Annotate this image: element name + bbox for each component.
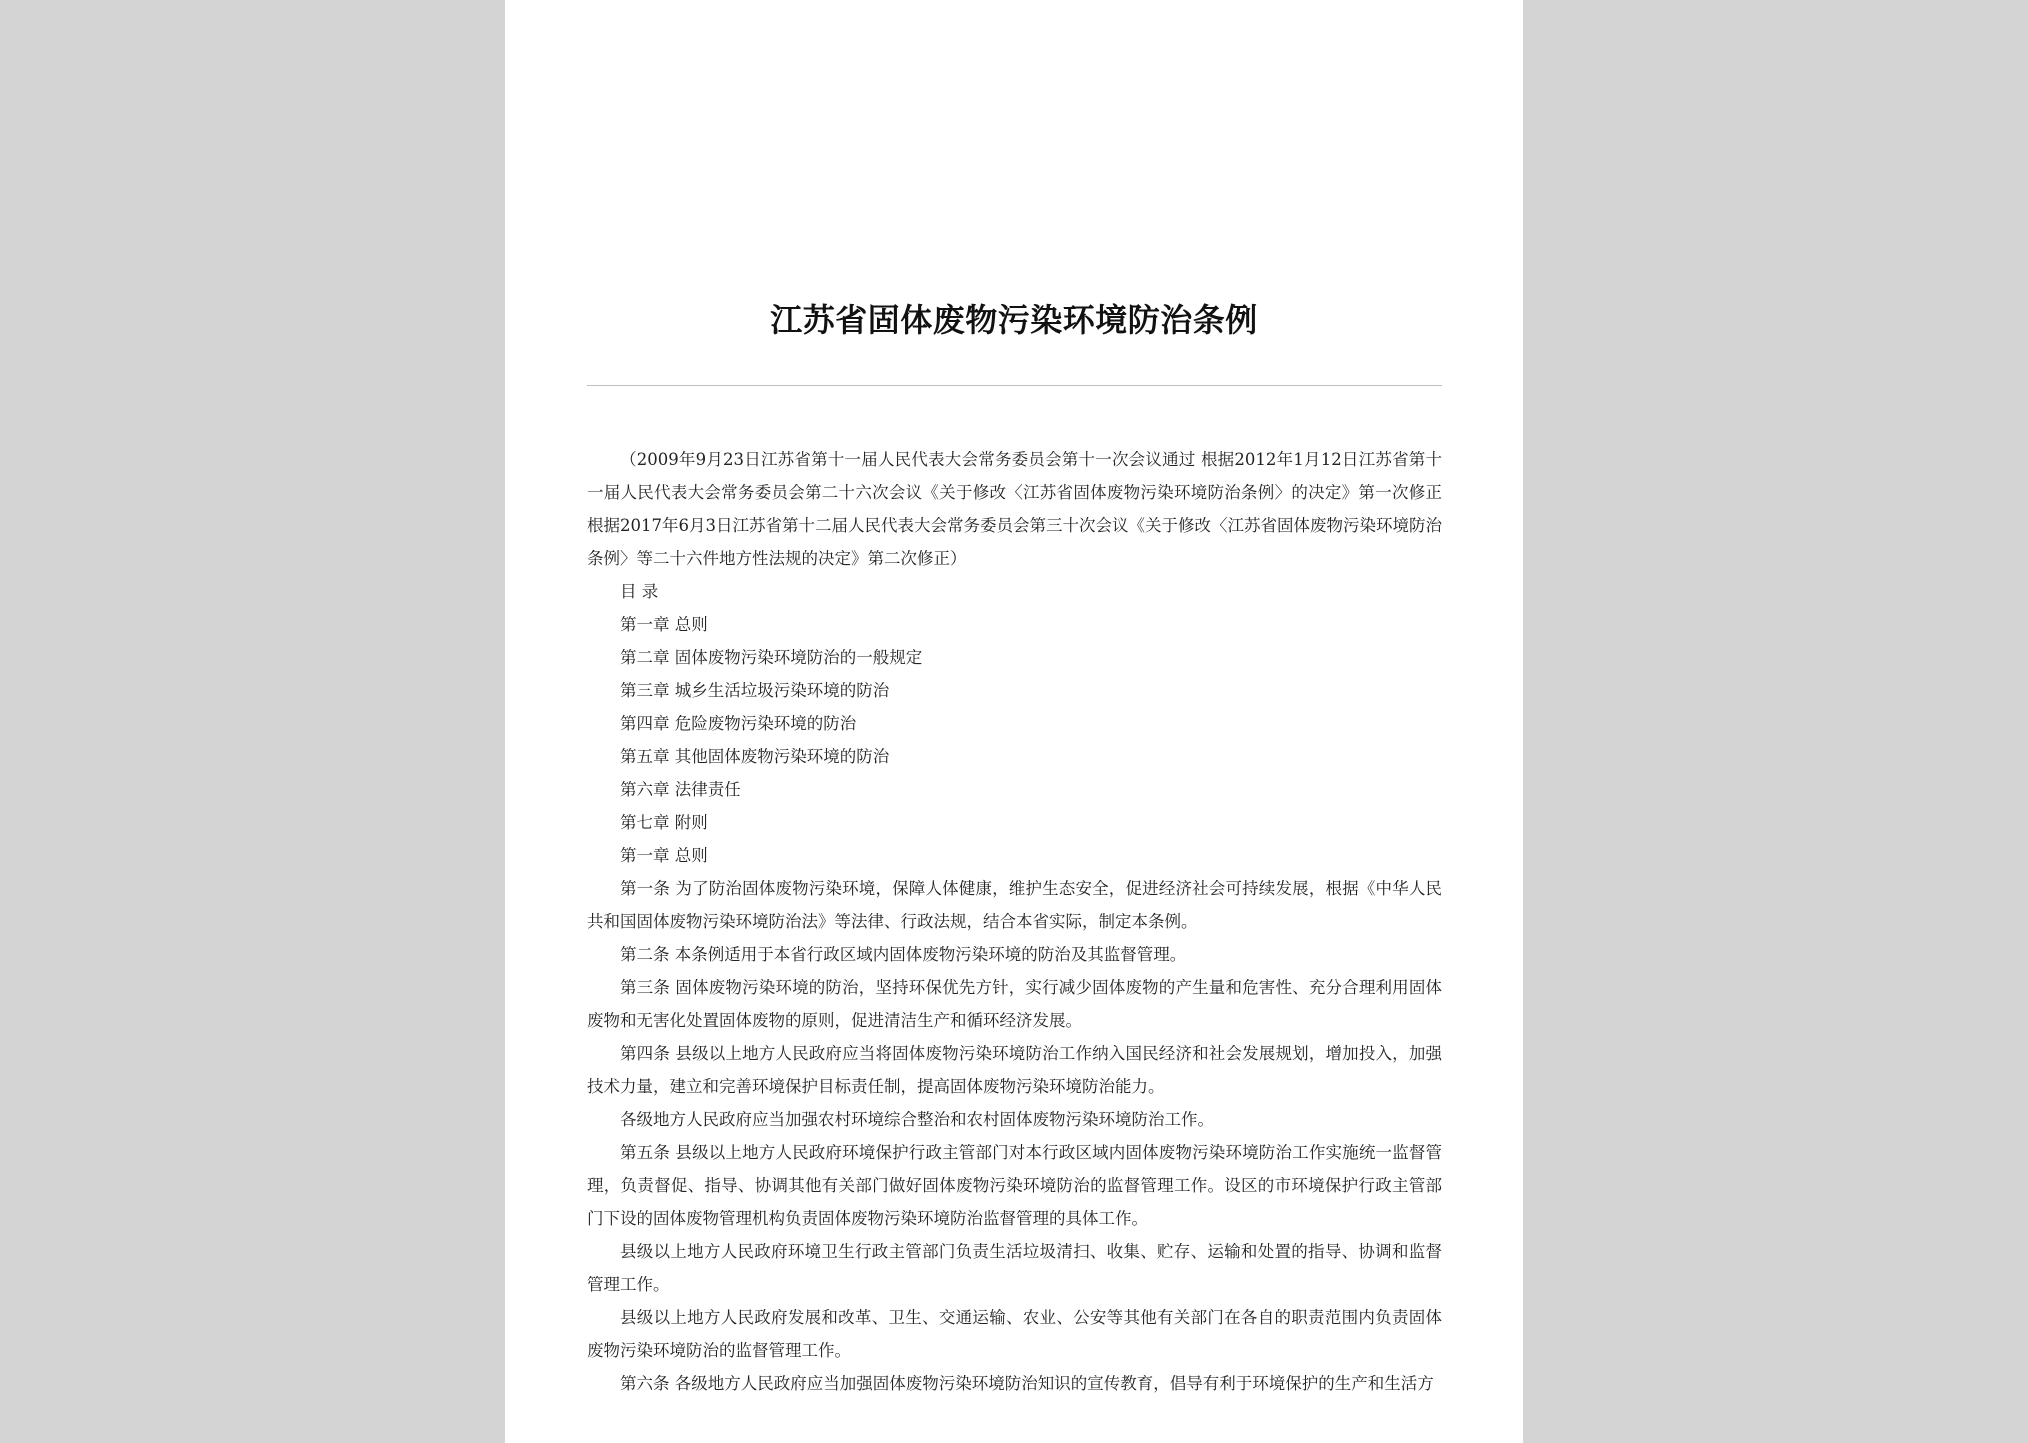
toc-item: 第三章 城乡生活垃圾污染环境的防治 xyxy=(620,681,890,700)
toc-item: 第六章 法律责任 xyxy=(620,780,741,799)
article-paragraph: 第二条 本条例适用于本省行政区域内固体废物污染环境的防治及其监督管理。 xyxy=(620,945,1187,964)
article-paragraph: 县级以上地方人民政府发展和改革、卫生、交通运输、农业、公安等其他有关部门在各自的职责范围内负责固体废物污染环境防治的监督管理工作。 xyxy=(587,1308,1442,1360)
toc-item: 第七章 附则 xyxy=(620,813,708,832)
article-paragraph: 第六条 各级地方人民政府应当加强固体废物污染环境防治知识的宣传教育，倡导有利于环境保护的生产和生活方 xyxy=(620,1374,1434,1393)
toc-heading: 目 录 xyxy=(620,582,659,601)
article-paragraph: 第一条 为了防治固体废物污染环境，保障人体健康，维护生态安全，促进经济社会可持续发展，根据《中华人民共和国固体废物污染环境防治法》等法律、行政法规，结合本省实际，制定本条例。 xyxy=(587,879,1442,931)
title-divider xyxy=(587,385,1442,386)
article-paragraph: 第三条 固体废物污染环境的防治，坚持环保优先方针，实行减少固体废物的产生量和危害性、充分合理利用固体废物和无害化处置固体废物的原则，促进清洁生产和循环经济发展。 xyxy=(587,978,1442,1030)
document-page xyxy=(505,0,1523,1443)
document-body xyxy=(587,443,1442,1400)
toc-item: 第五章 其他固体废物污染环境的防治 xyxy=(620,747,890,766)
toc-item: 第二章 固体废物污染环境防治的一般规定 xyxy=(620,648,923,667)
toc-item: 第一章 总则 xyxy=(620,615,708,634)
chapter-heading: 第一章 总则 xyxy=(620,846,708,865)
toc-item: 第四章 危险废物污染环境的防治 xyxy=(620,714,857,733)
article-paragraph: 县级以上地方人民政府环境卫生行政主管部门负责生活垃圾清扫、收集、贮存、运输和处置的指导、协调和监督管理工作。 xyxy=(587,1242,1442,1294)
article-paragraph: 各级地方人民政府应当加强农村环境综合整治和农村固体废物污染环境防治工作。 xyxy=(620,1110,1214,1129)
article-paragraph: 第五条 县级以上地方人民政府环境保护行政主管部门对本行政区域内固体废物污染环境防治工作实施统一监督管理，负责督促、指导、协调其他有关部门做好固体废物污染环境防治的监督管理工作。设区的市环境保护行政主管部门下设的固体废物管理机构负责固体废物污染环境防治监督管理的具体工作。 xyxy=(587,1143,1442,1228)
document-title: 江苏省固体废物污染环境防治条例 xyxy=(770,301,1258,339)
article-paragraph: 第四条 县级以上地方人民政府应当将固体废物污染环境防治工作纳入国民经济和社会发展规划，增加投入，加强技术力量，建立和完善环境保护目标责任制，提高固体废物污染环境防治能力。 xyxy=(587,1044,1442,1096)
paragraph-preamble: （2009年9月23日江苏省第十一届人民代表大会常务委员会第十一次会议通过 根据2012年1月12日江苏省第十一届人民代表大会常务委员会第二十六次会议《关于修改〈江苏省固体废物污染环境防治条例〉的决定》第一次修正 根据2017年6月3日江苏省第十二届人民代表大会常务委员会第三十次会议《关于修改〈江苏省固体废物污染环境防治条例〉等二十六件地方性法规的决定》第二次修正） xyxy=(587,450,1442,568)
